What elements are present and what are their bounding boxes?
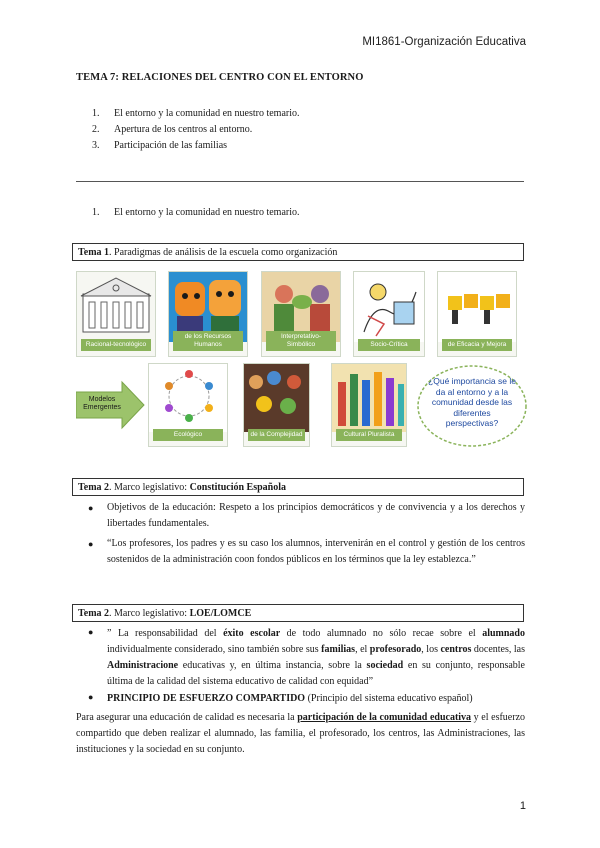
paradigm-tile-ecologico xyxy=(148,363,228,447)
section-heading: 1. El entorno y la comunidad en nuestro temario. xyxy=(92,207,300,218)
bullet-icon: ● xyxy=(88,627,94,637)
bullet-icon: ● xyxy=(88,503,94,513)
list-item: 1. El entorno y la comunidad en nuestro temario. xyxy=(92,108,300,119)
principle-line: PRINCIPIO DE ESFUERZO COMPARTIDO (Principio del sistema educativo español) xyxy=(107,693,473,704)
circle-of-people-illustration xyxy=(149,364,228,432)
paradigm-tile-cultural-pluralista xyxy=(331,363,407,447)
divider xyxy=(76,181,524,182)
arrow-label: Modelos Emergentes xyxy=(83,396,121,411)
puzzle-illustration xyxy=(438,272,517,342)
paradigm-tile-recursos-humanos xyxy=(168,271,248,357)
question-bubble: ¿Qué importancia se le da al entorno y a la comunidad desde las diferentes perspectivas? xyxy=(428,376,516,428)
page-title: TEMA 7: RELACIONES DEL CENTRO CON EL ENTORNO xyxy=(76,72,364,83)
crowd-illustration xyxy=(244,364,310,432)
paradigm-caption: Racional-tecnológico xyxy=(81,339,151,351)
paradigm-tile-racional xyxy=(76,271,156,357)
bullet-icon: ● xyxy=(88,692,94,702)
paradigm-caption: de Eficacia y Mejora xyxy=(442,339,512,351)
sketch-illustration xyxy=(354,272,425,342)
outline-list xyxy=(92,106,300,154)
paradigm-tile-complejidad xyxy=(243,363,310,447)
paradigm-tile-socio-critica xyxy=(353,271,425,357)
list-item: “Los profesores, los padres y es su caso los alumnos, intervenirán en el control y gestión de los centros sostenidos de la administración coon fondos públicos en los términos que la ley establezca.” xyxy=(107,538,525,565)
paradigm-caption: Cultural Pluralista xyxy=(336,429,402,441)
paradigm-tile-eficacia xyxy=(437,271,517,357)
building-illustration xyxy=(77,272,156,342)
paradigm-caption: Interpretativo-Simbólico xyxy=(266,331,336,351)
list-item: Objetivos de la educación: Respeto a los principios democráticos y de convivencia y a los derechos y libertades fundamentales. xyxy=(107,502,525,529)
paradigm-caption: de la Complejidad xyxy=(248,429,305,441)
closing-paragraph: Para asegurar una educación de calidad es necesaria la participación de la comunidad educativa y el esfuerzo compartido que deben realizar el alumnado, las familia, el profesorado, los centros, las Administraciones, las instituciones y la sociedad en su conjunto. xyxy=(76,712,526,755)
page-number: 1 xyxy=(519,800,526,812)
loe-quote: ” La responsabilidad del éxito escolar de todo alumnado no sólo recae sobre el alumnado individualmente considerado, sino también sobre sus familias, el profesorado, los centros docentes, las Administracione educativas y, en última instancia, sobre la sociedad en su conjunto, responsable última de la calidad del sistema educativo de calidad con equidad” xyxy=(107,628,525,687)
raised-hands-illustration xyxy=(332,364,407,432)
course-header: MI1861-Organización Educativa xyxy=(362,36,526,48)
paradigm-caption: de los Recursos Humanos xyxy=(173,331,243,351)
paradigm-caption: Ecológico xyxy=(153,429,223,441)
list-item: 3. Participación de las familias xyxy=(92,140,228,151)
paradigm-caption: Socio-Crítica xyxy=(358,339,420,351)
tema1-box: Tema 1. Paradigmas de análisis de la escuela como organización xyxy=(72,243,524,261)
list-item: 2. Apertura de los centros al entorno. xyxy=(92,124,253,135)
tema2-loe-box: Tema 2. Marco legislativo: LOE/LOMCE xyxy=(72,604,524,622)
paradigm-tile-interpretativo xyxy=(261,271,341,357)
bullet-icon: ● xyxy=(88,539,94,549)
tema2-constitucion-box: Tema 2. Marco legislativo: Constitución Española xyxy=(72,478,524,496)
